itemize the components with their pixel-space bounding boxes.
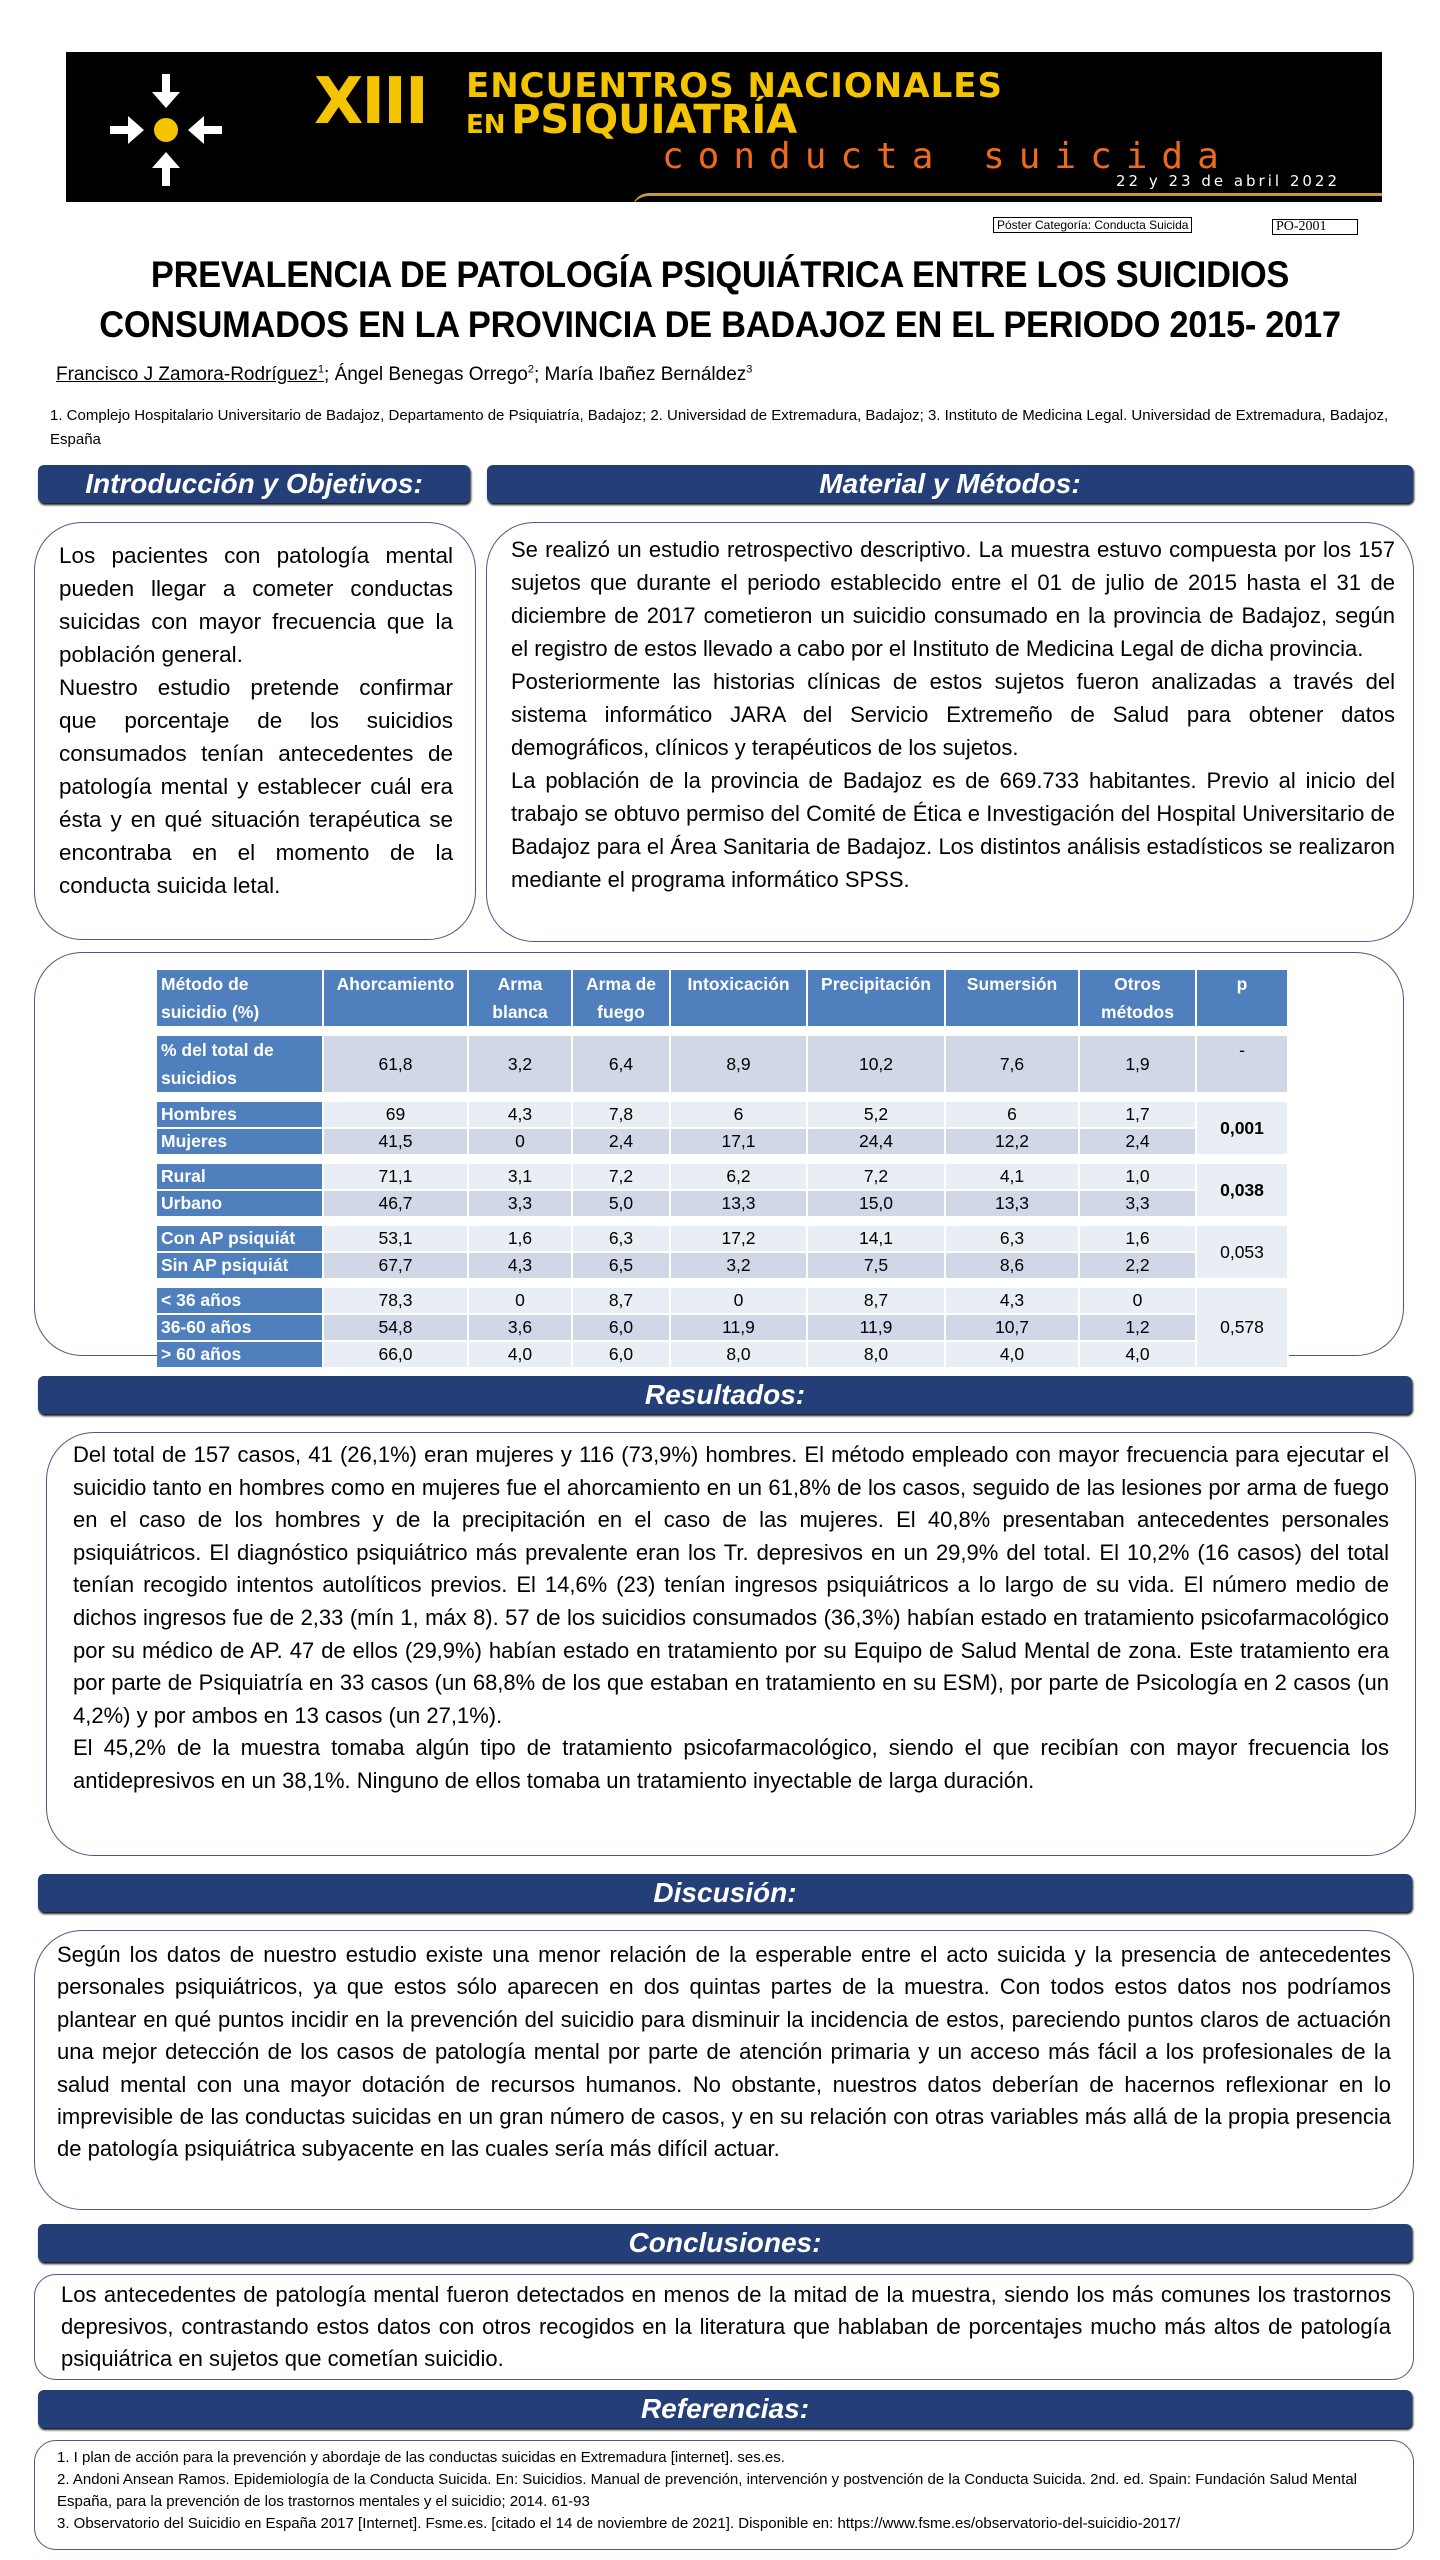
table-cell: 14,1 <box>808 1226 946 1253</box>
table-cell: 1,0 <box>1080 1164 1197 1191</box>
table-cell: 6,3 <box>573 1226 671 1253</box>
table-cell: 4,0 <box>469 1342 573 1369</box>
table-cell: 13,3 <box>946 1191 1080 1218</box>
author-separator: ; <box>533 364 545 386</box>
row-header: Hombres <box>157 1102 324 1129</box>
table-row <box>157 1226 1289 1253</box>
table-cell: 3,2 <box>469 1036 573 1094</box>
table-cell: 7,6 <box>946 1036 1080 1094</box>
table-cell: 6,2 <box>671 1164 808 1191</box>
table-row <box>157 1315 1289 1342</box>
table-spacer <box>157 1028 1289 1036</box>
table-cell: 10,7 <box>946 1315 1080 1342</box>
table-cell: 66,0 <box>324 1342 469 1369</box>
table-cell: 1,6 <box>1080 1226 1197 1253</box>
table-row <box>157 1129 1289 1156</box>
references-heading: Referencias: <box>38 2390 1412 2428</box>
title-line-1: PREVALENCIA DE PATOLOGÍA PSIQUIÁTRICA ENTRE LOS SUICIDIOS <box>150 254 1290 295</box>
table-cell: 4,3 <box>469 1102 573 1129</box>
table-cell: 4,0 <box>946 1342 1080 1369</box>
row-header: Urbano <box>157 1191 324 1218</box>
discussion-heading: Discusión: <box>38 1874 1412 1912</box>
table-cell: 8,7 <box>808 1288 946 1315</box>
banner-line1: ENCUENTROS NACIONALES <box>466 66 1003 106</box>
author-name: Francisco J Zamora-Rodríguez$^1$ <box>56 364 324 386</box>
table-cell: 7,8 <box>573 1102 671 1129</box>
table-cell: 11,9 <box>671 1315 808 1342</box>
table-row <box>157 1342 1289 1369</box>
table-row <box>157 1191 1289 1218</box>
table-cell: 8,7 <box>573 1288 671 1315</box>
row-header: > 60 años <box>157 1342 324 1369</box>
table-cell: 6,0 <box>573 1342 671 1369</box>
table-cell: 17,2 <box>671 1226 808 1253</box>
discussion-box <box>34 1930 1414 2210</box>
author-name: María Ibañez Bernáldez$^3$ <box>544 364 753 386</box>
row-header: < 36 años <box>157 1288 324 1315</box>
table-cell: 6,4 <box>573 1036 671 1094</box>
row-header: % del total de suicidios <box>157 1036 324 1094</box>
title-line-2: CONSUMADOS EN LA PROVINCIA DE BADAJOZ EN EL PERIODO 2015- 2017 <box>99 304 1341 345</box>
column-header: Arma blanca <box>469 970 573 1028</box>
table-cell: 6 <box>671 1102 808 1129</box>
table-cell: 0 <box>1080 1288 1197 1315</box>
table-cell: 3,3 <box>469 1191 573 1218</box>
table-cell: 6 <box>946 1102 1080 1129</box>
results-box <box>46 1432 1416 1856</box>
table-cell: 8,6 <box>946 1253 1080 1280</box>
table-cell: 11,9 <box>808 1315 946 1342</box>
intro-paragraph-2: Nuestro estudio pretende confirmar que porcentaje de los suicidios consumados tenían antecedentes de patología mental y establecer cuál era ésta y en qué situación terapéutica se encontraba en el momento de la conducta suicida letal. <box>59 675 453 898</box>
table-cell: 8,9 <box>671 1036 808 1094</box>
column-header: Precipitación <box>808 970 946 1028</box>
row-header: Sin AP psiquiát <box>157 1253 324 1280</box>
column-header: Sumersión <box>946 970 1080 1028</box>
table-cell: 69 <box>324 1102 469 1129</box>
table-row <box>157 1288 1289 1315</box>
table-cell: 13,3 <box>671 1191 808 1218</box>
banner-date: 22 y 23 de abril 2022 <box>1115 172 1340 190</box>
table-cell: 6,5 <box>573 1253 671 1280</box>
table-cell: 1,6 <box>469 1226 573 1253</box>
table-row <box>157 1102 1289 1129</box>
table-cell: 0 <box>469 1288 573 1315</box>
table-cell: 6,0 <box>573 1315 671 1342</box>
author-affiliation-mark: 2 <box>527 364 534 376</box>
table-header-row <box>157 970 1289 1028</box>
table-cell: 17,1 <box>671 1129 808 1156</box>
reference-item: 2. Andoni Ansean Ramos. Epidemiología de la Conducta Suicida. En: Suicidios. Manual de prevención, intervención y postvención de la Conducta Suicida. 2nd. ed. Spain: Fundación Salud Mental España, para la prevención de los trastornos mentales y el suicidio; 2014. 61-93 <box>57 2471 1357 2510</box>
table-cell: 12,2 <box>946 1129 1080 1156</box>
table-cell: 2,4 <box>573 1129 671 1156</box>
methods-paragraph-3: La población de la provincia de Badajoz es de 669.733 habitantes. Previo al inicio del trabajo se obtuvo permiso del Comité de Ética e Investigación del Hospital Universitario de Badajoz para el Área Sanitaria de Badajoz. Los distintos análisis estadísticos se realizaron mediante el programa informático SPSS. <box>511 768 1395 892</box>
table-cell: 78,3 <box>324 1288 469 1315</box>
table-cell: 3,1 <box>469 1164 573 1191</box>
table-cell: 61,8 <box>324 1036 469 1094</box>
row-header: Mujeres <box>157 1129 324 1156</box>
table-spacer <box>157 1218 1289 1226</box>
table-cell: 4,3 <box>469 1253 573 1280</box>
table-cell: 0 <box>469 1129 573 1156</box>
conference-banner <box>66 52 1382 202</box>
poster-category-tag: Póster Categoría: Conducta Suicida <box>993 217 1192 233</box>
references-box <box>34 2440 1414 2550</box>
table-cell: 1,7 <box>1080 1102 1197 1129</box>
table-cell: 1,2 <box>1080 1315 1197 1342</box>
conclusions-heading: Conclusiones: <box>38 2224 1412 2262</box>
table-cell: 53,1 <box>324 1226 469 1253</box>
table-row-total <box>157 1036 1289 1094</box>
reference-item: 3. Observatorio del Suicidio en España 2017 [Internet]. Fsme.es. [citado el 14 de noviembre de 2021]. Disponible en: https://www.fsme.es/observatorio-del-suicidio-2017/ <box>57 2515 1181 2532</box>
column-header: Otros métodos <box>1080 970 1197 1028</box>
suicide-method-table <box>157 970 1289 1369</box>
conclusions-paragraph: Los antecedentes de patología mental fueron detectados en menos de la mitad de la muestra, siendo los más comunes los trastornos depresivos, contrastando estos datos con otros recogidos en la literatura que hablaban de porcentajes mucho más altos de patología psiquiátrica en sujetos que cometían suicidio. <box>61 2282 1391 2371</box>
author-name: Ángel Benegas Orrego$^2$ <box>334 364 534 386</box>
table-cell: 10,2 <box>808 1036 946 1094</box>
row-header: 36-60 años <box>157 1315 324 1342</box>
banner-line2-prefix: EN <box>466 110 506 140</box>
table-cell: 67,7 <box>324 1253 469 1280</box>
table-cell: 8,0 <box>671 1342 808 1369</box>
banner-edition: XIII <box>314 65 427 139</box>
p-value-cell: 0,038 <box>1197 1164 1289 1218</box>
table-cell: 8,0 <box>808 1342 946 1369</box>
table-cell: 7,2 <box>573 1164 671 1191</box>
methods-heading: Material y Métodos: <box>487 465 1413 503</box>
table-corner-header: Método de suicidio (%) <box>157 970 324 1028</box>
results-paragraph-1: Del total de 157 casos, 41 (26,1%) eran mujeres y 116 (73,9%) hombres. El método empleado con mayor frecuencia para ejecutar el suicidio tanto en hombres como en mujeres fue el ahorcamiento en un 61,8% de los casos, seguido de las lesiones por arma de fuego en el caso de los hombres y de la precipitación en el caso de las mujeres. El 40,8% presentaban antecedentes personales psiquiátricos. El diagnóstico psiquiátrico más prevalente eran los Tr. depresivos en un 29,9% del total. El 10,2% (16 casos) del total tenían recogido intentos autolíticos previos. El 14,6% (23) tenían ingresos psiquiátricos a lo largo de su vida. El número medio de dichos ingresos fue de 2,33 (mín 1, máx 8). 57 de los suicidios consumados (36,3%) habían estado en tratamiento psicofarmacológico por su médico de AP. 47 de ellos (29,9%) habían estado en tratamiento por su Equipo de Salud Mental de zona. Este tratamiento era por parte de Psiquiatría en 33 casos (un 68,8% de los que estaban en tratamiento en su ESM), por parte de Psicología en 2 casos (un 4,2%) y por ambos en 13 casos (un 27,1%). <box>73 1442 1389 1728</box>
p-value-cell: - <box>1197 1036 1289 1094</box>
column-header: Ahorcamiento <box>324 970 469 1028</box>
table-cell: 0 <box>671 1288 808 1315</box>
reference-item: 1. I plan de acción para la prevención y abordaje de las conductas suicidas en Extremadura [internet]. ses.es. <box>57 2449 785 2466</box>
table-cell: 7,5 <box>808 1253 946 1280</box>
table-cell: 41,5 <box>324 1129 469 1156</box>
table-cell: 4,0 <box>1080 1342 1197 1369</box>
table-cell: 6,3 <box>946 1226 1080 1253</box>
intro-paragraph-1: Los pacientes con patología mental pueden llegar a cometer conductas suicidas con mayor frecuencia que la población general. <box>59 543 453 667</box>
table-cell: 71,1 <box>324 1164 469 1191</box>
column-header: Intoxicación <box>671 970 808 1028</box>
discussion-paragraph: Según los datos de nuestro estudio existe una menor relación de la esperable entre el acto suicida y la presencia de antecedentes personales psiquiátricos, ya que estos sólo aparecen en dos quintas partes de la muestra. Con todos estos datos nos podríamos plantear en qué puntos incidir en la prevención del suicidio para disminuir la incidencia de estos, pareciendo puntos claros de actuación una mejor detección de los casos de patología mental por parte de atención primaria y un acceso más fácil a los profesionales de la salud mental con una mayor dotación de recursos humanos. No obstante, nuestros datos deberían de hacernos reflexionar en lo imprevisible de las conductas suicidas en un gran número de casos, y en su relación con otras variables más allá de la propia presencia de patología psiquiátrica subyacente en las cuales sería más difícil actuar. <box>57 1942 1391 2162</box>
table-cell: 3,6 <box>469 1315 573 1342</box>
banner-swoosh-decoration <box>632 193 1382 202</box>
authors-line <box>56 364 752 386</box>
results-paragraph-2: El 45,2% de la muestra tomaba algún tipo de tratamiento psicofarmacológico, siendo el que recibían con mayor frecuencia los antidepresivos en un 38,1%. Ninguno de ellos tomaba un tratamiento inyectable de larga duración. <box>73 1735 1389 1793</box>
table-cell: 1,9 <box>1080 1036 1197 1094</box>
table-cell: 15,0 <box>808 1191 946 1218</box>
table-cell: 2,2 <box>1080 1253 1197 1280</box>
table-row <box>157 1164 1289 1191</box>
intro-box <box>34 522 476 940</box>
intro-heading: Introducción y Objetivos: <box>38 465 470 503</box>
poster-title <box>88 250 1353 350</box>
table-spacer <box>157 1094 1289 1102</box>
methods-paragraph-2: Posteriormente las historias clínicas de estos sujetos fueron analizadas a través del sistema informático JARA del Servicio Extremeño de Salud para obtener datos demográficos, clínicos y terapéuticos de los sujetos. <box>511 669 1395 760</box>
results-heading: Resultados: <box>38 1376 1412 1414</box>
table-cell: 54,8 <box>324 1315 469 1342</box>
table-spacer <box>157 1280 1289 1288</box>
table-cell: 4,1 <box>946 1164 1080 1191</box>
methods-paragraph-1: Se realizó un estudio retrospectivo descriptivo. La muestra estuvo compuesta por los 157 sujetos que durante el periodo establecido entre el 01 de julio de 2015 hasta el 31 de diciembre de 2017 cometieron un suicidio consumado en la provincia de Badajoz, según el registro de estos llevado a cabo por el Instituto de Medicina Legal de dicha provincia. <box>511 537 1395 661</box>
poster-code-tag: PO-2001 <box>1272 219 1358 235</box>
table-cell: 3,2 <box>671 1253 808 1280</box>
table-cell: 46,7 <box>324 1191 469 1218</box>
row-header: Con AP psiquiát <box>157 1226 324 1253</box>
author-affiliation-mark: 1 <box>317 364 324 376</box>
table-cell: 5,0 <box>573 1191 671 1218</box>
conclusions-box <box>34 2274 1414 2380</box>
methods-box <box>486 522 1414 942</box>
row-header: Rural <box>157 1164 324 1191</box>
author-affiliation-mark: 3 <box>746 364 753 376</box>
p-value-cell: 0,578 <box>1197 1288 1289 1369</box>
author-separator: ; <box>324 364 335 386</box>
column-header: Arma de fuego <box>573 970 671 1028</box>
table-cell: 5,2 <box>808 1102 946 1129</box>
p-value-cell: 0,053 <box>1197 1226 1289 1280</box>
table-cell: 24,4 <box>808 1129 946 1156</box>
table-cell: 4,3 <box>946 1288 1080 1315</box>
banner-subtitle: conducta suicida <box>662 136 1233 177</box>
table-row <box>157 1253 1289 1280</box>
table-cell: 7,2 <box>808 1164 946 1191</box>
converging-arrows-logo-icon <box>106 70 226 190</box>
banner-line2-main: PSIQUIATRÍA <box>511 97 798 143</box>
p-value-cell: 0,001 <box>1197 1102 1289 1156</box>
affiliations: 1. Complejo Hospitalario Universitario de Badajoz, Departamento de Psiquiatría, Badajoz; 2. Universidad de Extremadura, Badajoz; 3. Instituto de Medicina Legal. Universidad de Extremadura, Badajoz, España <box>50 407 1389 448</box>
column-header: p <box>1197 970 1289 1028</box>
table-cell: 2,4 <box>1080 1129 1197 1156</box>
table-spacer <box>157 1156 1289 1164</box>
table-cell: 3,3 <box>1080 1191 1197 1218</box>
